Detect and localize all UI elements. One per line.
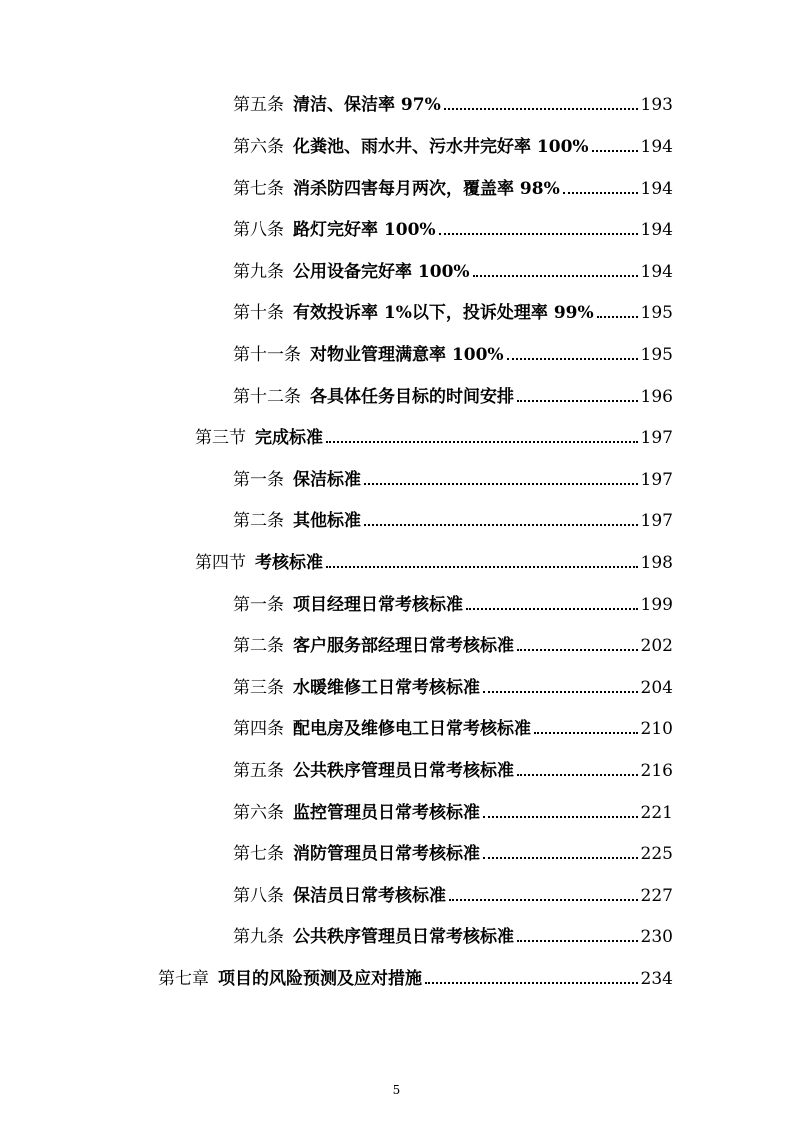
toc-dot-leader [517, 774, 638, 776]
toc-dot-leader [444, 108, 638, 110]
toc-entry [233, 918, 673, 948]
toc-entry-page: 197 [640, 428, 673, 448]
toc-entry-number: 第九条 [233, 927, 284, 947]
toc-entry-page: 195 [640, 345, 673, 365]
toc-dot-leader [507, 358, 638, 360]
toc-entry-number: 第六条 [233, 137, 284, 157]
toc-entry-number: 第七条 [233, 179, 284, 199]
toc-entry-number: 第五条 [233, 95, 284, 115]
toc-entry-title: 完成标准 [255, 428, 323, 448]
toc-entry [233, 294, 673, 324]
toc-entry-page: 225 [640, 844, 673, 864]
toc-entry [233, 211, 673, 241]
toc-entry-number: 第六条 [233, 803, 284, 823]
toc-entry-number: 第五条 [233, 761, 284, 781]
toc-entry-page: 193 [640, 95, 673, 115]
toc-entry-title: 保洁员日常考核标准 [293, 886, 446, 906]
toc-entry [233, 378, 673, 408]
toc-dot-leader [517, 400, 638, 402]
toc-entry-title: 客户服务部经理日常考核标准 [293, 636, 514, 656]
toc-entry-title: 公共秩序管理员日常考核标准 [293, 761, 514, 781]
toc-entry [233, 253, 673, 283]
toc-dot-leader [517, 940, 638, 942]
toc-dot-leader [425, 982, 638, 984]
toc-dot-leader [483, 857, 638, 859]
toc-entry-page: 199 [640, 595, 673, 615]
toc-dot-leader [326, 441, 638, 443]
toc-section-entry [195, 419, 673, 449]
toc-entry [233, 336, 673, 366]
toc-entry-number: 第一条 [233, 595, 284, 615]
toc-section-entry [195, 544, 673, 574]
toc-entry-title: 保洁标准 [293, 470, 361, 490]
toc-chapter-entry [158, 960, 673, 990]
toc-entry-number: 第四条 [233, 719, 284, 739]
toc-dot-leader [517, 649, 638, 651]
toc-dot-leader [473, 275, 638, 277]
toc-entry-title: 各具体任务目标的时间安排 [310, 387, 514, 407]
toc-dot-leader [563, 192, 638, 194]
toc-entry-title: 水暖维修工日常考核标准 [293, 678, 480, 698]
toc-entry-title: 项目的风险预测及应对措施 [218, 969, 422, 989]
toc-entry-page: 221 [640, 803, 673, 823]
toc-dot-leader [483, 816, 638, 818]
toc-entry-page: 194 [640, 262, 673, 282]
toc-dot-leader [592, 150, 638, 152]
toc-dot-leader [483, 691, 638, 693]
toc-entry-page: 196 [640, 387, 673, 407]
toc-entry-page: 216 [640, 761, 673, 781]
toc-entry-title: 项目经理日常考核标准 [293, 595, 463, 615]
toc-entry [233, 86, 673, 116]
toc-entry [233, 461, 673, 491]
toc-entry-number: 第四节 [195, 553, 246, 573]
toc-entry-page: 194 [640, 179, 673, 199]
toc-entry-title: 公共秩序管理员日常考核标准 [293, 927, 514, 947]
toc-entry-number: 第九条 [233, 262, 284, 282]
toc-dot-leader [534, 732, 638, 734]
toc-entry-number: 第一条 [233, 470, 284, 490]
toc-entry-page: 202 [640, 636, 673, 656]
toc-entry [233, 502, 673, 532]
toc-entry-page: 197 [640, 470, 673, 490]
toc-entry-number: 第十一条 [233, 345, 301, 365]
toc-entry-title: 路灯完好率 100% [293, 220, 436, 240]
toc-entry-number: 第三节 [195, 428, 246, 448]
toc-entry [233, 710, 673, 740]
toc-dot-leader [364, 524, 638, 526]
toc-entry [233, 128, 673, 158]
toc-entry-title: 有效投诉率 1%以下，投诉处理率 99% [293, 303, 594, 323]
toc-entry-title: 公用设备完好率 100% [293, 262, 470, 282]
toc-entry-title: 监控管理员日常考核标准 [293, 803, 480, 823]
toc-entry-title: 消防管理员日常考核标准 [293, 844, 480, 864]
toc-dot-leader [597, 316, 638, 318]
toc-entry-page: 194 [640, 137, 673, 157]
toc-entry [233, 752, 673, 782]
toc-entry-page: 195 [640, 303, 673, 323]
toc-dot-leader [449, 899, 638, 901]
toc-entry-number: 第三条 [233, 678, 284, 698]
toc-dot-leader [364, 483, 638, 485]
toc-entry-title: 化粪池、雨水井、污水井完好率 100% [293, 137, 589, 157]
toc-entry-number: 第八条 [233, 220, 284, 240]
toc-entry [233, 669, 673, 699]
toc-entry [233, 586, 673, 616]
toc-entry-title: 对物业管理满意率 100% [310, 345, 504, 365]
toc-entry [233, 835, 673, 865]
toc-entry-title: 配电房及维修电工日常考核标准 [293, 719, 531, 739]
toc-entry-number: 第二条 [233, 636, 284, 656]
toc-entry-page: 230 [640, 927, 673, 947]
toc-entry-number: 第二条 [233, 511, 284, 531]
toc-entry-page: 234 [640, 969, 673, 989]
toc-entry-number: 第七条 [233, 844, 284, 864]
toc-entry-title: 清洁、保洁率 97% [293, 95, 441, 115]
toc-entry-page: 197 [640, 511, 673, 531]
toc-entry-title: 其他标准 [293, 511, 361, 531]
toc-entry-number: 第十二条 [233, 387, 301, 407]
toc-dot-leader [439, 233, 638, 235]
toc-entry-page: 198 [640, 553, 673, 573]
toc-entry-title: 消杀防四害每月两次，覆盖率 98% [293, 179, 560, 199]
toc-entry [233, 627, 673, 657]
page-number: 5 [392, 1083, 401, 1097]
toc-entry-page: 204 [640, 678, 673, 698]
toc-entry [233, 794, 673, 824]
toc-entry-page: 227 [640, 886, 673, 906]
toc-entry-page: 210 [640, 719, 673, 739]
toc-dot-leader [466, 608, 638, 610]
toc-entry-page: 194 [640, 220, 673, 240]
toc-entry-number: 第八条 [233, 886, 284, 906]
toc-entry [233, 877, 673, 907]
toc-entry-number: 第七章 [158, 969, 209, 989]
toc-dot-leader [326, 566, 638, 568]
toc-entry-title: 考核标准 [255, 553, 323, 573]
toc-entry [233, 170, 673, 200]
toc-entry-number: 第十条 [233, 303, 284, 323]
